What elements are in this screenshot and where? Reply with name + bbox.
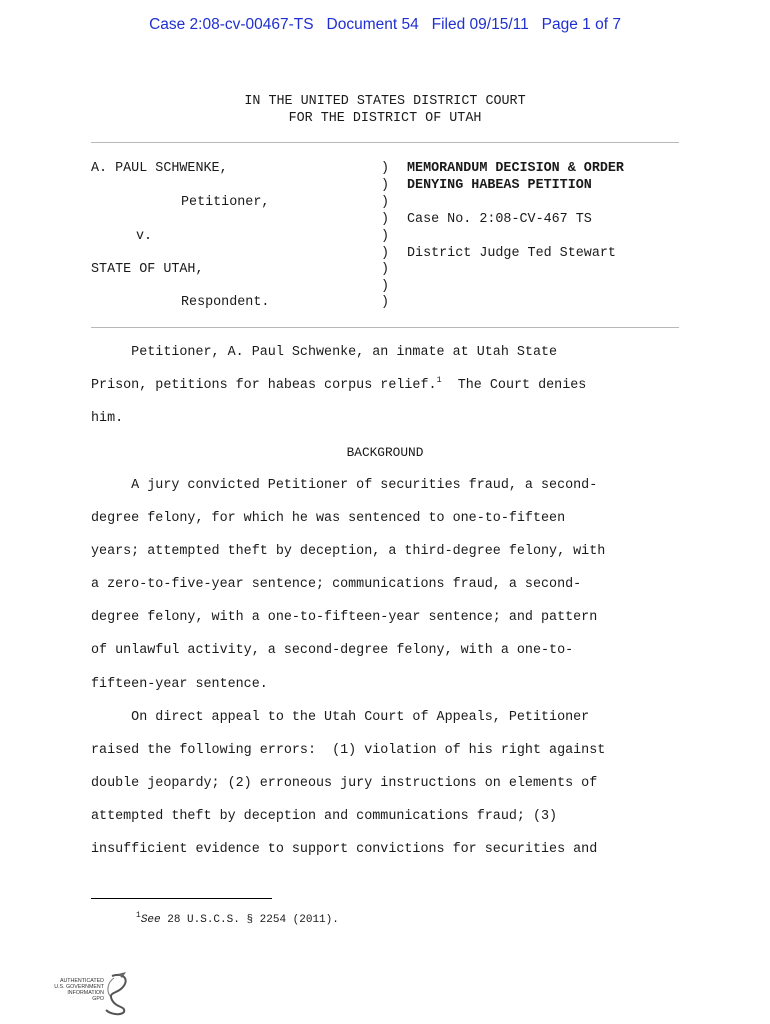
body-line: A jury convicted Petitioner of securities fraud, a second- xyxy=(91,478,598,493)
filing-stamp: Case 2:08-cv-00467-TS Document 54 Filed 09/15/11 Page 1 of 7 xyxy=(149,16,621,33)
gpo-logo-line: AUTHENTICATED xyxy=(59,978,104,984)
body-line: attempted theft by deception and communications fraud; (3) xyxy=(91,809,558,824)
caption-paren: ) xyxy=(381,161,390,176)
section-heading-background: BACKGROUND xyxy=(346,445,424,460)
petitioner-role: Petitioner, xyxy=(181,195,270,210)
caption-paren: ) xyxy=(381,279,390,294)
body-line: a zero-to-five-year sentence; communications fraud, a second- xyxy=(91,577,582,592)
footnote-number: 1 xyxy=(136,911,141,920)
gpo-logo-line: INFORMATION xyxy=(67,990,104,996)
body-line: raised the following errors: (1) violation of his right against xyxy=(91,743,606,758)
intro-line xyxy=(91,375,587,393)
document-title-line2: DENYING HABEAS PETITION xyxy=(407,178,592,193)
body-line: fifteen-year sentence. xyxy=(91,677,268,692)
body-line: degree felony, for which he was sentenced to one-to-fifteen xyxy=(91,511,566,526)
eagle-icon xyxy=(42,970,132,1016)
body-line: On direct appeal to the Utah Court of Appeals, Petitioner xyxy=(91,710,590,725)
footnote-separator xyxy=(91,898,272,899)
caption-paren: ) xyxy=(381,178,390,193)
caption-paren: ) xyxy=(381,195,390,210)
body-line: degree felony, with a one-to-fifteen-year sentence; and pattern xyxy=(91,610,598,625)
gpo-logo-line: U.S. GOVERNMENT xyxy=(54,984,104,990)
gpo-authenticated-logo xyxy=(42,970,132,1016)
body-line: double jeopardy; (2) erroneous jury instructions on elements of xyxy=(91,776,598,791)
body-line: of unlawful activity, a second-degree felony, with a one-to- xyxy=(91,643,574,658)
footnote-ref[interactable]: 1 xyxy=(436,375,442,385)
caption-paren: ) xyxy=(381,262,390,277)
intro-line: him. xyxy=(91,411,124,426)
footnote-citation: 28 U.S.C.S. § 2254 (2011). xyxy=(160,914,339,926)
intro-line: Petitioner, A. Paul Schwenke, an inmate at Utah State xyxy=(91,345,558,360)
intro-text: Prison, petitions for habeas corpus relief. xyxy=(91,378,437,393)
caption-paren: ) xyxy=(381,212,390,227)
document-title-line1: MEMORANDUM DECISION & ORDER xyxy=(407,161,624,176)
respondent-name: STATE OF UTAH, xyxy=(91,262,204,277)
body-line: years; attempted theft by deception, a third-degree felony, with xyxy=(91,544,606,559)
court-name-line1: IN THE UNITED STATES DISTRICT COURT xyxy=(244,94,526,109)
respondent-role: Respondent. xyxy=(181,295,270,310)
footnote-signal: See xyxy=(140,914,161,926)
judge-name: District Judge Ted Stewart xyxy=(407,246,616,261)
versus: v. xyxy=(136,229,153,244)
court-name-line2: FOR THE DISTRICT OF UTAH xyxy=(288,111,482,126)
caption-bottom-rule xyxy=(91,327,679,328)
footnote xyxy=(136,911,339,926)
caption-paren: ) xyxy=(381,229,390,244)
intro-text: The Court denies xyxy=(441,378,587,393)
case-number: Case No. 2:08-CV-467 TS xyxy=(407,212,592,227)
gpo-logo-line: GPO xyxy=(92,996,104,1002)
caption-paren: ) xyxy=(381,295,390,310)
caption-paren: ) xyxy=(381,246,390,261)
petitioner-name: A. PAUL SCHWENKE, xyxy=(91,161,228,176)
body-line: insufficient evidence to support convictions for securities and xyxy=(91,842,598,857)
caption-top-rule xyxy=(91,142,679,143)
